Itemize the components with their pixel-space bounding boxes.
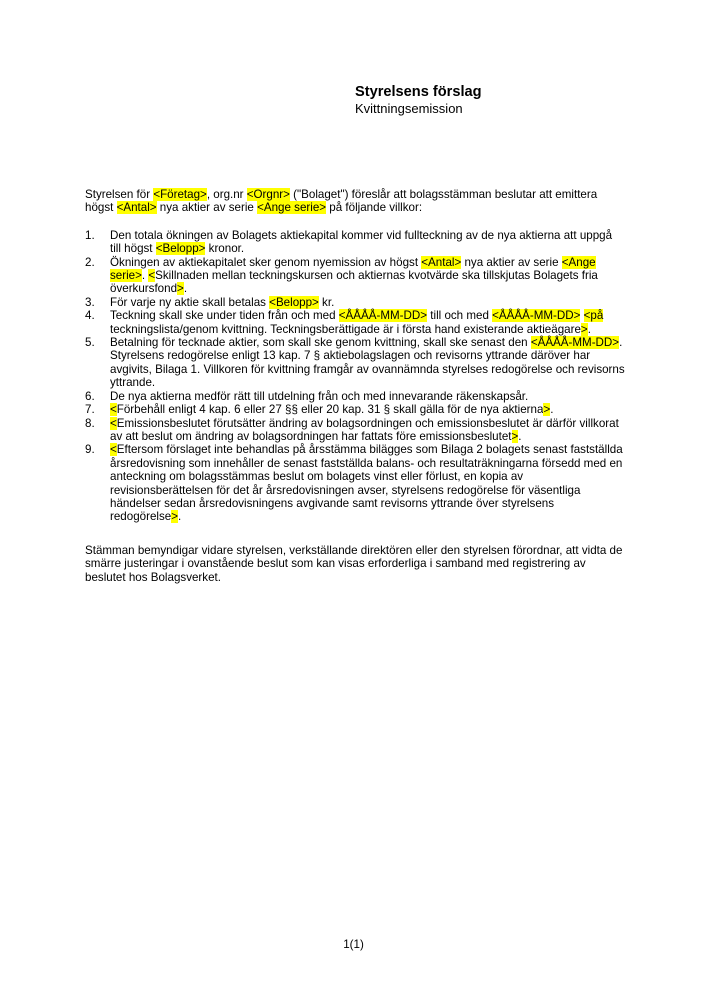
text-run: Teckning skall ske under tiden från och med <box>110 309 339 323</box>
list-item <box>85 309 625 336</box>
placeholder-highlight: > <box>177 282 184 296</box>
list-item-text <box>110 336 625 390</box>
text-run: nya aktier av serie <box>156 201 258 215</box>
title-block <box>355 84 482 116</box>
text-run: Eftersom förslaget inte behandlas på årsstämma bilägges som Bilaga 2 bolagets senast fastställda årsredovisning som innehåller de senast fastställda balans- och resultaträkningarna försedd med en anteckning om bolagsstämmas beslut om bolagets vinst eller förlust, en kopia av revisionsberättelsen för det år årsredovisningen avser, styrelsens redogörelse för väsentliga händelser sedan årsredovisningens avgivande samt revisorns yttrande över styrelsens redogörelse <box>110 443 623 524</box>
list-item-text <box>110 390 625 403</box>
page-number: 1(1) <box>343 938 364 951</box>
placeholder-highlight: < <box>148 269 156 283</box>
list-item-number: 7. <box>85 403 95 417</box>
list-item <box>85 417 625 444</box>
intro-paragraph <box>85 188 625 215</box>
list-item-number: 5. <box>85 336 95 350</box>
text-run: . <box>178 510 182 524</box>
text-run: . <box>587 322 591 336</box>
list-item-number: 2. <box>85 255 95 269</box>
text-run: Emissionsbeslutet förutsätter ändring av bolagsordningen och emissionsbeslutet är därför villkorat av att beslut om ändring av bolagsordningen har fattats före emissionsbeslutet <box>110 416 619 443</box>
text-run: . <box>550 403 554 417</box>
text-run: nya aktier av serie <box>461 255 562 269</box>
closing-paragraph <box>85 544 625 584</box>
placeholder-highlight: <Företag> <box>153 188 207 201</box>
text-run: kronor. <box>205 242 245 256</box>
text-run: . <box>183 282 188 296</box>
placeholder-highlight: > <box>580 322 588 336</box>
text-run: , org.nr <box>206 188 247 201</box>
placeholder-highlight: <Ange serie> <box>257 201 327 215</box>
placeholder-highlight: <Ange serie> <box>110 255 596 283</box>
text-run: Stämman bemyndigar vidare styrelsen, verkställande direktören eller den styrelsen förordnar, att vidta de smärre justeringar i ovanstående beslut som kan visas erforderliga i samband med registrering av beslutet hos Bolagsverket. <box>85 543 623 584</box>
document-subtitle: Kvittningsemission <box>355 101 463 116</box>
placeholder-highlight: <Belopp> <box>155 242 206 256</box>
list-item-text <box>110 443 625 523</box>
text-run: . <box>141 269 149 283</box>
text-run: teckningslista/genom kvittning. Teckningsberättigade är i första hand existerande aktieägare <box>110 322 581 336</box>
list-item <box>85 256 625 296</box>
list-item <box>85 403 625 416</box>
text-run: Ökningen av aktiekapitalet sker genom nyemission av högst <box>110 255 422 269</box>
list-item-number: 6. <box>85 389 95 403</box>
placeholder-highlight: <Orgnr> <box>246 188 290 201</box>
text-run: Den totala ökningen av Bolagets aktiekapital kommer vid fullteckning av de nya aktierna att uppgå till högst <box>110 228 613 256</box>
list-item <box>85 443 625 523</box>
list-item-text <box>110 229 625 256</box>
placeholder-highlight: <på <box>583 309 604 323</box>
placeholder-highlight: <Antal> <box>421 255 462 269</box>
text-run: Betalning för tecknade aktier, som skall ske genom kvittning, skall ske senast den <box>110 336 531 350</box>
placeholder-highlight: <Belopp> <box>269 295 319 309</box>
list-item <box>85 296 625 309</box>
text-run: Förbehåll enligt 4 kap. 6 eller 27 §§ eller 20 kap. 31 § skall gälla för de nya aktierna <box>116 403 544 417</box>
text-run: till och med <box>427 309 493 323</box>
list-item-number: 4. <box>85 309 95 323</box>
list-item-text <box>110 417 625 444</box>
text-run: kr. <box>318 295 335 309</box>
text-run: ("Bolaget") föreslår att bolagsstämman beslutar att emittera högst <box>85 188 598 215</box>
text-run: . Styrelsens redogörelse enligt 13 kap. 7 § aktiebolagslagen och revisorns yttrande däröver har avgivits, Bilaga 1. Villkoren för kvittning framgår av ovannämnda styrelses redogörelse och revisorns yttrande. <box>110 336 625 390</box>
placeholder-highlight: > <box>543 403 551 417</box>
list-item-text <box>110 309 625 336</box>
list-item-text <box>110 256 625 296</box>
list-item-number: 9. <box>85 443 95 457</box>
placeholder-highlight: > <box>511 429 519 443</box>
text-run: För varje ny aktie skall betalas <box>110 295 270 309</box>
text-run: på följande villkor: <box>326 201 423 215</box>
placeholder-highlight: > <box>171 510 179 524</box>
list-item <box>85 390 625 403</box>
list-item <box>85 229 625 256</box>
text-run: Skillnaden mellan teckningskursen och aktiernas kvotvärde ska tillskjutas Bolagets fria överkursfond <box>110 269 598 296</box>
list-item-text <box>110 296 625 309</box>
placeholder-highlight: <ÅÅÅÅ-MM-DD> <box>338 309 428 323</box>
placeholder-highlight: < <box>110 403 117 417</box>
placeholder-highlight: < <box>110 443 117 457</box>
text-run: De nya aktierna medför rätt till utdelning från och med innevarande räkenskapsår. <box>110 389 529 403</box>
list-item <box>85 336 625 390</box>
document-title: Styrelsens förslag <box>355 84 482 100</box>
list-item-number: 1. <box>85 228 95 242</box>
terms-list <box>85 229 625 524</box>
list-item-text <box>110 403 625 416</box>
list-item-number: 3. <box>85 295 95 309</box>
text-run: . <box>518 429 522 443</box>
list-item-number: 8. <box>85 416 95 430</box>
text-run: Styrelsen för <box>85 188 154 201</box>
placeholder-highlight: <ÅÅÅÅ-MM-DD> <box>492 309 581 323</box>
placeholder-highlight: <Antal> <box>116 201 157 215</box>
document-body <box>85 188 625 584</box>
placeholder-highlight: <ÅÅÅÅ-MM-DD> <box>530 336 620 350</box>
placeholder-highlight: < <box>110 416 117 430</box>
